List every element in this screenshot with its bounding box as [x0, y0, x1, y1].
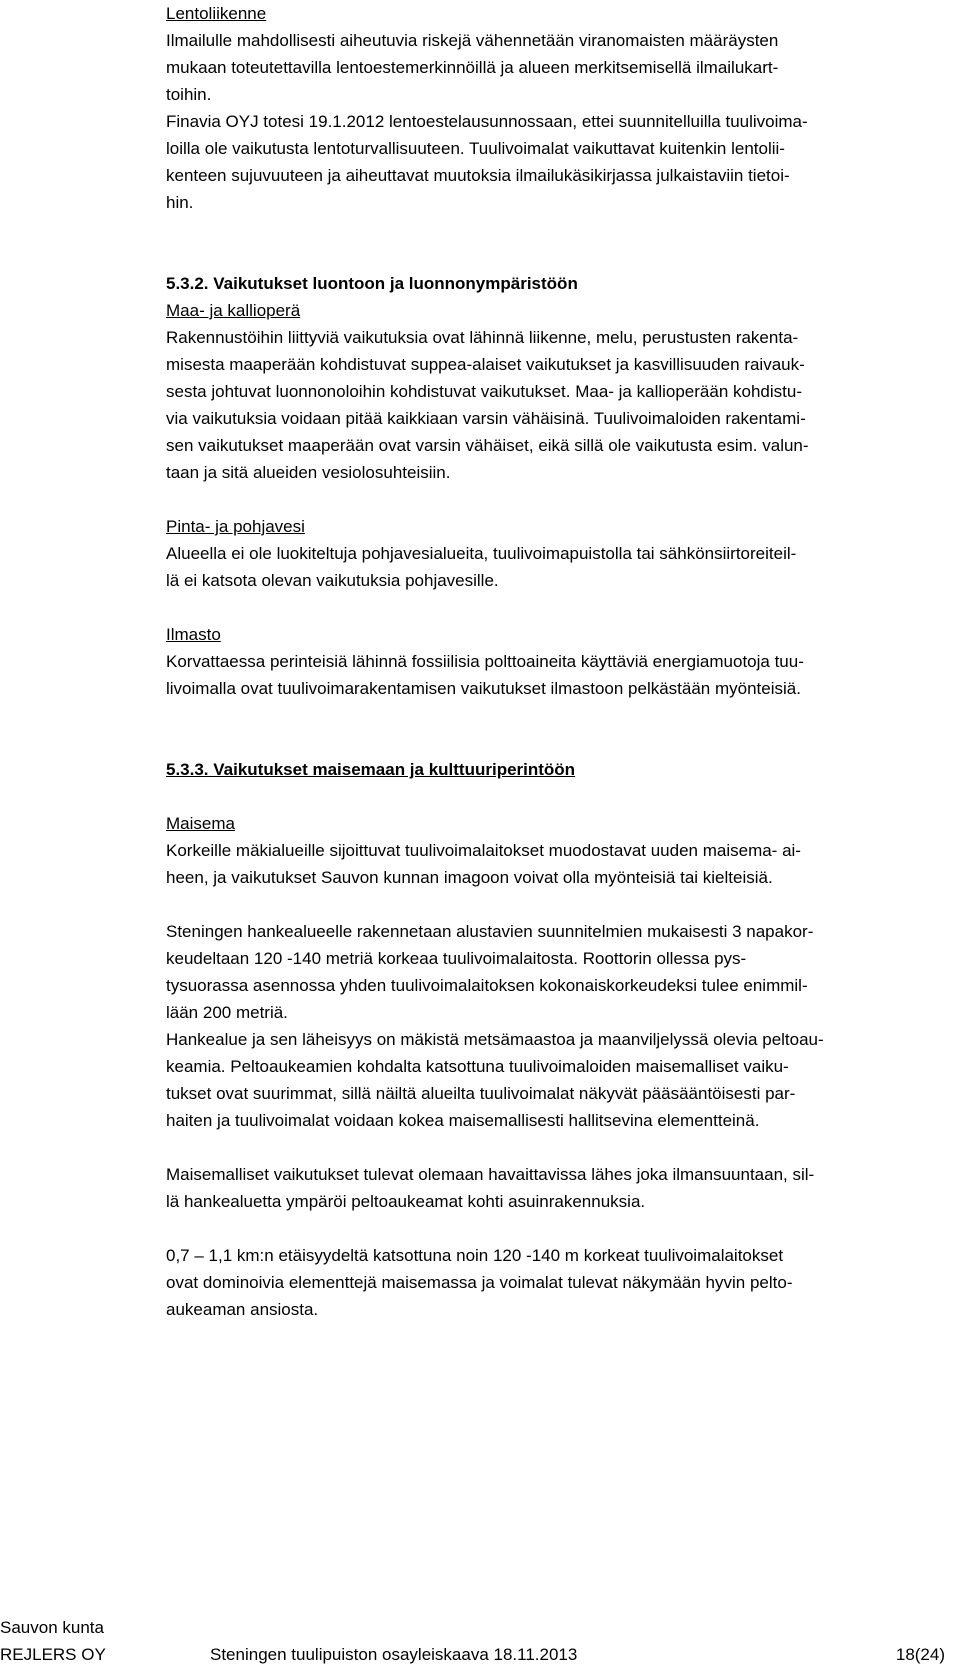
footer-page-number: 18(24)	[895, 1645, 945, 1664]
maisema-paragraph-4	[166, 1242, 956, 1323]
text-line: sen vaikutukset maaperään ovat varsin vähäiset, eikä sillä ole vaikutusta esim. valun-	[166, 436, 809, 455]
lentoliikenne-paragraph	[166, 27, 956, 216]
text-line: 0,7 – 1,1 km:n etäisyydeltä katsottuna noin 120 -140 m korkeat tuulivoimalaitokset	[166, 1246, 784, 1265]
maisema-paragraph-1	[166, 837, 956, 891]
text-line: tukset ovat suurimmat, sillä näiltä alueilta tuulivoimalat näkyvät pääsääntöisesti par-	[166, 1084, 796, 1103]
text-line: taan ja sitä alueiden vesiolosuhteisiin.	[166, 463, 451, 482]
text-line: Maisemalliset vaikutukset tulevat olemaan havaittavissa lähes joka ilmansuuntaan, sil-	[166, 1165, 815, 1184]
text-line: haiten ja tuulivoimalat voidaan kokea maisemallisesti hallitsevina elementteinä.	[166, 1111, 760, 1130]
text-line: keamia. Peltoaukeamien kohdalta katsottuna tuulivoimaloiden maisemalliset vaiku-	[166, 1057, 789, 1076]
footer-document-title: Steningen tuulipuiston osayleiskaava 18.11.2013	[210, 1645, 578, 1664]
vesi-paragraph	[166, 540, 956, 594]
document-page	[166, 0, 956, 1323]
subheading-vesi: Pinta- ja pohjavesi	[166, 517, 305, 536]
text-line: kenteen sujuvuuteen ja aiheuttavat muutoksia ilmailukäsikirjassa julkaistaviin tietoi-	[166, 166, 790, 185]
text-line: keudeltaan 120 -140 metriä korkeaa tuulivoimalaitosta. Roottorin ollessa pys-	[166, 949, 747, 968]
text-line: ovat dominoivia elementtejä maisemassa ja voimalat tulevat näkymään hyvin pelto-	[166, 1273, 793, 1292]
ilmasto-paragraph	[166, 648, 956, 702]
footer-municipality: Sauvon kunta	[0, 1618, 104, 1637]
text-line: heen, ja vaikutukset Sauvon kunnan imagoon voivat olla myönteisiä tai kielteisiä.	[166, 868, 773, 887]
maisema-paragraph-3	[166, 1161, 956, 1215]
text-line: Alueella ei ole luokiteltuja pohjavesialueita, tuulivoimapuistolla tai sähkönsiirtoreiteil-	[166, 544, 797, 563]
text-line: Korvattaessa perinteisiä lähinnä fossiilisia polttoaineita käyttäviä energiamuotoja tuu-	[166, 652, 804, 671]
text-line: loilla ole vaikutusta lentoturvallisuuteen. Tuulivoimalat vaikuttavat kuitenkin lentolii-	[166, 139, 785, 158]
text-line: lä ei katsota olevan vaikutuksia pohjavesille.	[166, 571, 499, 590]
text-line: lä hankealuetta ympäröi peltoaukeamat kohti asuinrakennuksia.	[166, 1192, 646, 1211]
maaperä-paragraph	[166, 324, 956, 486]
text-line: via vaikutuksia voidaan pitää kaikkiaan varsin vähäisinä. Tuulivoimaloiden rakentami-	[166, 409, 806, 428]
text-line: lään 200 metriä.	[166, 1003, 288, 1022]
text-line: Hankealue ja sen läheisyys on mäkistä metsämaastoa ja maanviljelyssä olevia peltoau-	[166, 1030, 824, 1049]
text-line: Ilmailulle mahdollisesti aiheutuvia riskejä vähennetään viranomaisten määräysten	[166, 31, 779, 50]
text-line: Korkeille mäkialueille sijoittuvat tuulivoimalaitokset muodostavat uuden maisema- ai-	[166, 841, 801, 860]
subheading-maaperä: Maa- ja kallioperä	[166, 301, 301, 320]
text-line: tysuorassa asennossa yhden tuulivoimalaitoksen kokonaiskorkeudeksi tulee enimmil-	[166, 976, 808, 995]
text-line: mukaan toteutettavilla lentoestemerkinnöillä ja alueen merkitsemisellä ilmailukart-	[166, 58, 779, 77]
section-heading-luonto: 5.3.2. Vaikutukset luontoon ja luonnonympäristöön	[166, 274, 578, 293]
subheading-maisema: Maisema	[166, 814, 235, 833]
section-heading-lentoliikenne: Lentoliikenne	[166, 4, 267, 23]
text-line: aukeaman ansiosta.	[166, 1300, 319, 1319]
text-line: sesta johtuvat luonnonoloihin kohdistuvat vaikutukset. Maa- ja kallioperään kohdistu-	[166, 382, 802, 401]
subheading-ilmasto: Ilmasto	[166, 625, 221, 644]
section-heading-maisema: 5.3.3. Vaikutukset maisemaan ja kulttuuriperintöön	[166, 760, 576, 779]
maisema-paragraph-2	[166, 918, 956, 1134]
text-line: hin.	[166, 193, 194, 212]
text-line: livoimalla ovat tuulivoimarakentamisen vaikutukset ilmastoon pelkästään myönteisiä.	[166, 679, 801, 698]
text-line: Finavia OYJ totesi 19.1.2012 lentoestelausunnossaan, ettei suunnitelluilla tuulivoima-	[166, 112, 808, 131]
text-line: misesta maaperään kohdistuvat suppea-alaiset vaikutukset ja kasvillisuuden raivauk-	[166, 355, 805, 374]
footer-company: REJLERS OY	[0, 1645, 106, 1664]
text-line: Steningen hankealueelle rakennetaan alustavien suunnitelmien mukaisesti 3 napakor-	[166, 922, 814, 941]
text-line: Rakennustöihin liittyviä vaikutuksia ovat lähinnä liikenne, melu, perustusten rakenta-	[166, 328, 799, 347]
text-line: toihin.	[166, 85, 212, 104]
